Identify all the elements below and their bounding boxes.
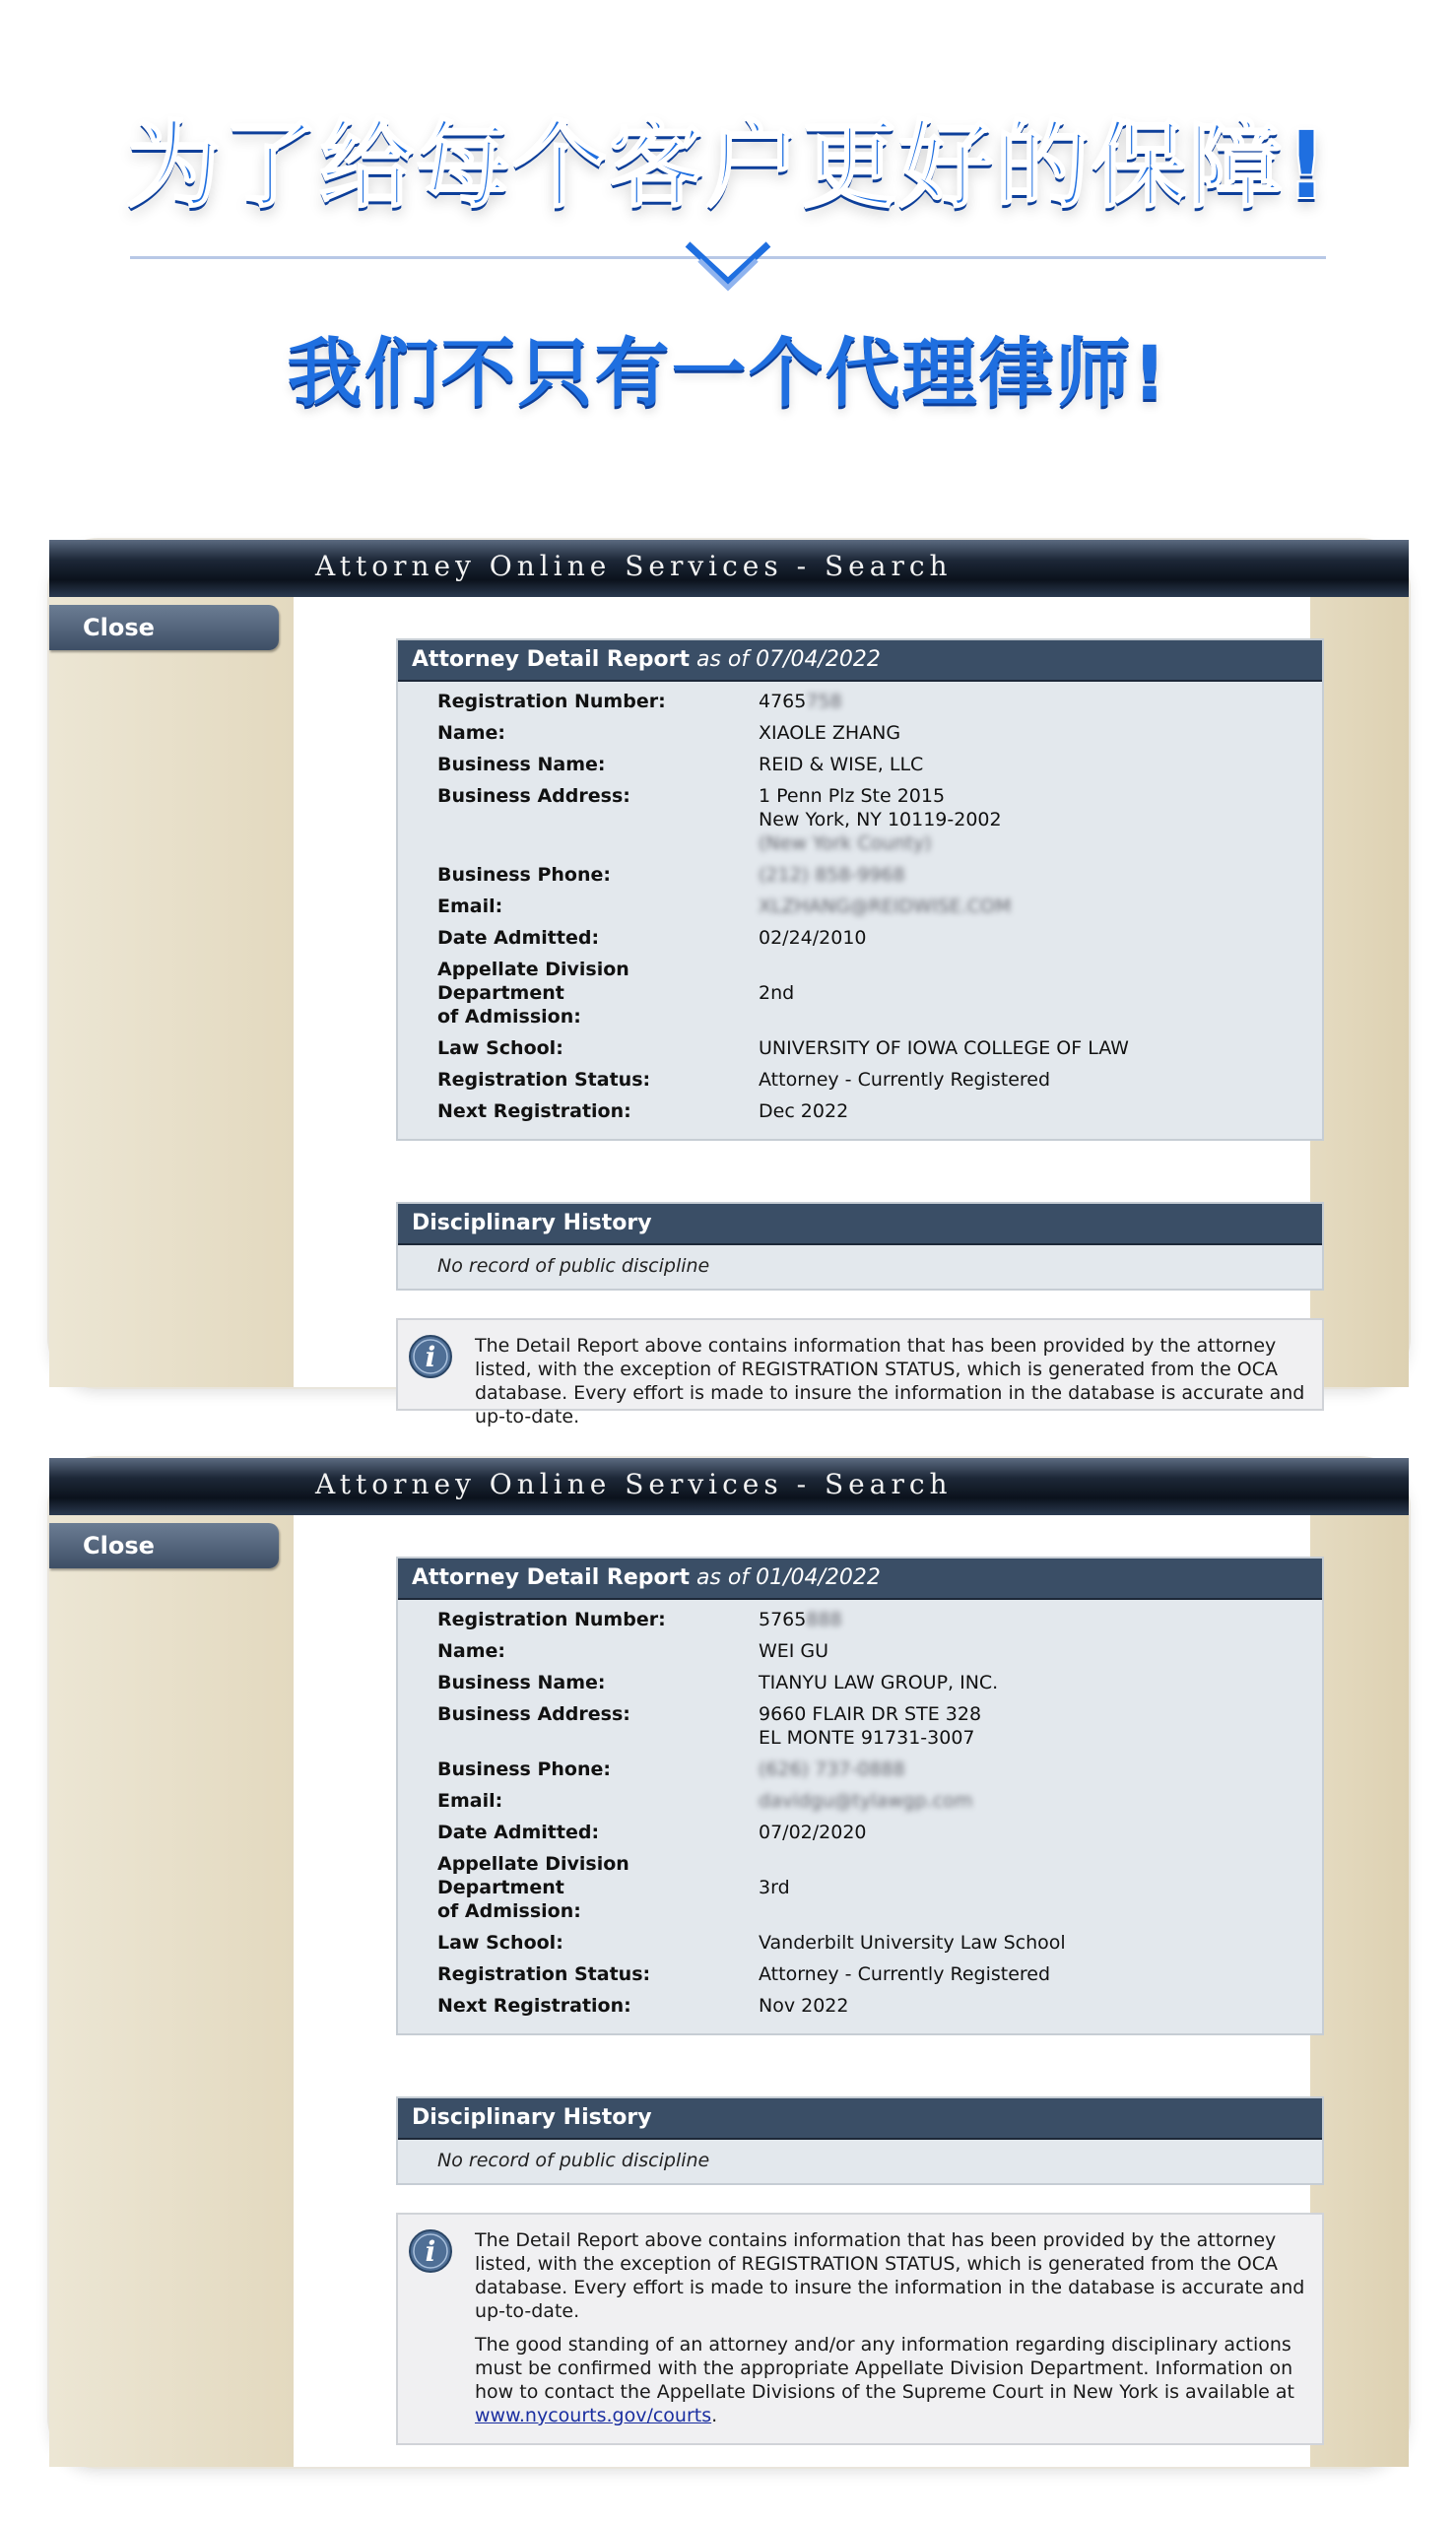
field-appellate-division: Appellate Division Department of Admission: 3rd xyxy=(437,1853,790,1922)
disciplinary-history-text: No record of public discipline xyxy=(437,2150,710,2171)
close-button[interactable]: Close xyxy=(49,605,279,650)
disciplinary-history-panel xyxy=(396,1202,1324,1291)
field-name: Name: XIAOLE ZHANG xyxy=(437,722,901,744)
field-law-school: Law School: Vanderbilt University Law School xyxy=(437,1932,1066,1954)
svg-text:i: i xyxy=(425,2235,436,2268)
field-business-phone: Business Phone: (626) 737-0888 xyxy=(437,1759,905,1780)
info-paragraph: The Detail Report above contains information that has been provided by the attorney listed, with the exception of REGISTRATION STATUS, which is generated from the OCA database. Every effort is made to insure the information in the database is accurate and up-to-date. xyxy=(475,1335,1305,1427)
field-registration-number: Registration Number: 4765758 xyxy=(437,691,842,712)
field-registration-number: Registration Number: 5765888 xyxy=(437,1609,842,1630)
field-date-admitted: Date Admitted: 07/02/2020 xyxy=(437,1822,867,1843)
info-box xyxy=(396,1318,1324,1427)
headline-sub: 我们不只有一个代理律师! xyxy=(287,329,1169,417)
field-next-registration: Next Registration: Dec 2022 xyxy=(437,1100,849,1122)
field-name: Name: WEI GU xyxy=(437,1640,829,1662)
disciplinary-history-header: Disciplinary History xyxy=(398,1204,1322,1245)
field-business-name: Business Name: TIANYU LAW GROUP, INC. xyxy=(437,1672,999,1693)
attorney-card-2 xyxy=(49,1458,1409,2467)
field-date-admitted: Date Admitted: 02/24/2010 xyxy=(437,927,867,949)
info-icon xyxy=(408,1334,453,1379)
attorney-card-1 xyxy=(49,540,1409,1427)
field-registration-status: Registration Status: Attorney - Currently Registered xyxy=(437,1069,1051,1091)
field-appellate-division: Appellate Division Department of Admission: 2nd xyxy=(437,959,795,1028)
info-icon xyxy=(408,2228,453,2274)
field-email: Email: davidgu@tylawgp.com xyxy=(437,1790,973,1812)
title-bar xyxy=(49,540,1409,597)
field-registration-status: Registration Status: Attorney - Currently Registered xyxy=(437,1963,1051,1985)
disciplinary-history-panel xyxy=(396,2096,1324,2185)
detail-report-header: Attorney Detail Report as of 01/04/2022 xyxy=(398,1559,1322,1600)
detail-report-header: Attorney Detail Report as of 07/04/2022 xyxy=(398,640,1322,682)
field-next-registration: Next Registration: Nov 2022 xyxy=(437,1995,849,2017)
title-bar-text: Attorney Online Services - Search xyxy=(315,550,953,582)
report-content xyxy=(294,597,1310,1427)
svg-text:i: i xyxy=(425,1341,436,1373)
info-paragraph: The Detail Report above contains information that has been provided by the attorney listed, with the exception of REGISTRATION STATUS, which is generated from the OCA database. Every effort is made to insure the information in the database is accurate and up-to-date. xyxy=(475,2229,1305,2322)
field-business-name: Business Name: REID & WISE, LLC xyxy=(437,754,924,775)
field-business-address: Business Address: 1 Penn Plz Ste 2015 New York, NY 10119-2002 (New York County) xyxy=(437,785,1002,854)
info-paragraph-2: The good standing of an attorney and/or any information regarding disciplinary actions must be confirmed with the appropriate Appellate Division Department. Information on how to contact the Appellate Divisions of the Supreme Court in New York is available at www.nycourts.gov/courts. xyxy=(475,2334,1294,2426)
chevron-down-icon xyxy=(682,236,774,299)
report-content xyxy=(294,1515,1310,2467)
field-business-address: Business Address: 9660 FLAIR DR STE 328 EL MONTE 91731-3007 xyxy=(437,1703,982,1749)
disciplinary-history-header: Disciplinary History xyxy=(398,2098,1322,2140)
field-law-school: Law School: UNIVERSITY OF IOWA COLLEGE OF LAW xyxy=(437,1037,1129,1059)
field-email: Email: XLZHANG@REIDWISE.COM xyxy=(437,896,1012,917)
field-business-phone: Business Phone: (212) 858-9968 xyxy=(437,864,905,886)
title-bar xyxy=(49,1458,1409,1515)
nycourts-link[interactable]: www.nycourts.gov/courts xyxy=(475,2405,712,2426)
close-button[interactable]: Close xyxy=(49,1523,279,1568)
detail-report-panel xyxy=(396,1557,1324,2035)
disciplinary-history-text: No record of public discipline xyxy=(437,1255,710,1277)
info-box xyxy=(396,2213,1324,2445)
headline-main: 为了给每个客户更好的保障! xyxy=(126,110,1330,221)
detail-report-panel xyxy=(396,638,1324,1141)
title-bar-text: Attorney Online Services - Search xyxy=(315,1468,953,1500)
